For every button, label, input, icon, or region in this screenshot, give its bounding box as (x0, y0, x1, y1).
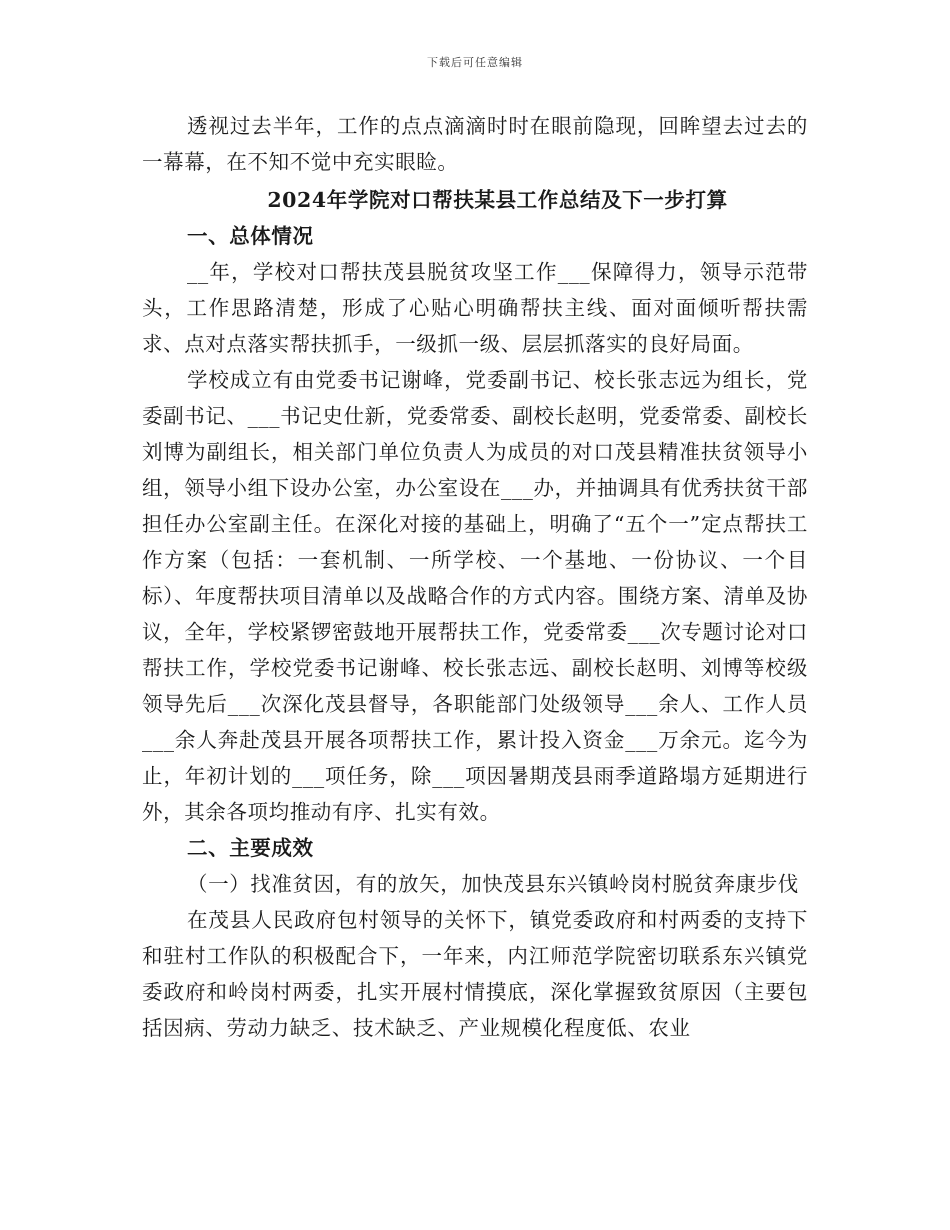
document-title: 2024年学院对口帮扶某县工作总结及下一步打算 (267, 188, 728, 212)
paragraph: 在茂县人民政府包村领导的关怀下，镇党委政府和村两委的支持下和驻村工作队的积极配合下，一年来，内江师范学院密切联系东兴镇党委政府和岭岗村两委，扎实开展村情摸底，深化掌握致贫原因（主要包括因病、劳动力缺乏、技术缺乏、产业规模化程度低、农业 (142, 908, 808, 1040)
document-body (142, 108, 808, 1046)
intro-paragraph: 透视过去半年，工作的点点滴滴时时在眼前隐现，回眸望去过去的一幕幕，在不知不觉中充实眼睑。 (142, 114, 808, 174)
paragraph: __年，学校对口帮扶茂县脱贫攻坚工作___保障得力，领导示范带头，工作思路清楚，形成了心贴心明确帮扶主线、面对面倾听帮扶需求、点对点落实帮扶抓手，一级抓一级、层层抓落实的良好局面。 (142, 260, 808, 356)
subsection-heading: （一）找准贫因，有的放矢，加快茂县东兴镇岭岗村脱贫奔康步伐 (187, 872, 799, 896)
section-heading-overview: 一、总体情况 (187, 224, 314, 248)
page-header: 下载后可任意编辑 (427, 56, 523, 69)
paragraph: 学校成立有由党委书记谢峰，党委副书记、校长张志远为组长，党委副书记、___书记史仕新，党委常委、副校长赵明，党委常委、副校长刘博为副组长，相关部门单位负责人为成员的对口茂县精准扶贫领导小组，领导小组下设办公室，办公室设在___办，并抽调具有优秀扶贫干部担任办公室副主任。在深化对接的基础上，明确了“五个一”定点帮扶工作方案（包括：一套机制、一所学校、一个基地、一份协议、一个目标）、年度帮扶项目清单以及战略合作的方式内容。围绕方案、清单及协议，全年，学校紧锣密鼓地开展帮扶工作，党委常委___次专题讨论对口帮扶工作，学校党委书记谢峰、校长张志远、副校长赵明、刘博等校级领导先后___次深化茂县督导，各职能部门处级领导___余人、工作人员___余人奔赴茂县开展各项帮扶工作，累计投入资金___万余元。迄今为止，年初计划的___项任务，除___项因暑期茂县雨季道路塌方延期进行外，其余各项均推动有序、扎实有效。 (142, 368, 808, 824)
section-heading-achievements: 二、主要成效 (187, 836, 314, 860)
